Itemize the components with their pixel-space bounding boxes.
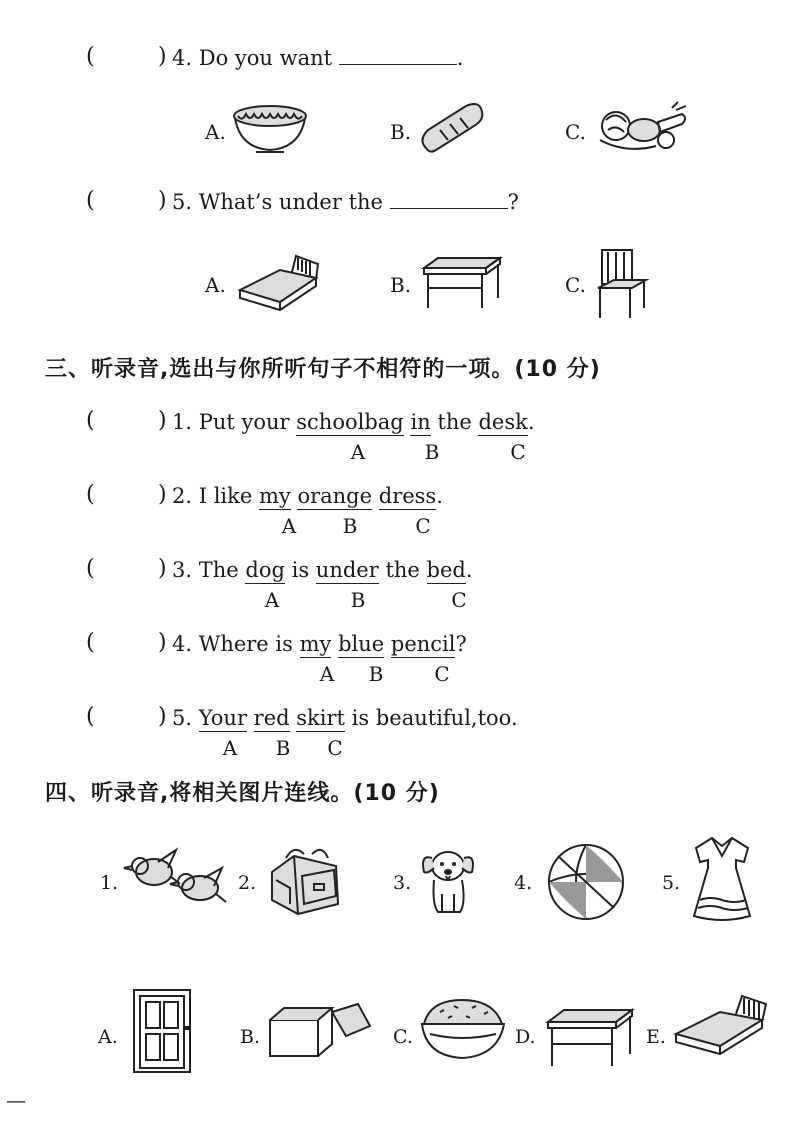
question-word: I like (198, 484, 253, 508)
punctuation: . (436, 484, 443, 508)
question-end: . (456, 46, 464, 70)
option-c-label: C (510, 440, 526, 464)
question-number: 1. (172, 410, 193, 434)
option-a-word: Your (198, 706, 247, 730)
answer-paren-open: ( (86, 188, 95, 213)
option-b-label: B (342, 514, 358, 538)
answer-paren-open: ( (86, 482, 95, 507)
option-a-word: schoolbag (296, 410, 404, 434)
s3-question-1 (172, 410, 535, 434)
punctuation: . (465, 558, 473, 582)
item-label: C. (393, 1026, 413, 1048)
option-b-label: B. (390, 273, 412, 297)
option-c-word: desk (478, 410, 528, 434)
option-b-label: B (368, 662, 384, 686)
question-end: ? (507, 190, 519, 214)
desk-icon (422, 254, 504, 312)
question-number: 5. (172, 190, 193, 214)
option-a-word: my (258, 484, 291, 508)
box-icon[interactable] (266, 1000, 372, 1060)
question-text: What’s under the (198, 190, 383, 214)
item-label: B. (240, 1026, 261, 1048)
question-word: is (291, 558, 310, 582)
question-number: 4. (172, 632, 193, 656)
rice-bowl-icon[interactable] (420, 998, 506, 1064)
option-c-label: C (327, 736, 343, 760)
option-b-word: blue (338, 632, 385, 656)
item-label: A. (98, 1026, 118, 1048)
answer-paren-open: ( (86, 556, 95, 581)
dress-icon[interactable] (690, 834, 754, 920)
section-4-title: 四、听录音,将相关图片连线。(10 分) (45, 781, 440, 806)
answer-paren-close: ) (158, 188, 167, 213)
question-number: 4. (172, 46, 193, 70)
answer-blank[interactable] (390, 190, 508, 209)
question-word: the (385, 558, 420, 582)
option-a-label: A (222, 736, 238, 760)
question-number: 2. (172, 484, 193, 508)
option-c-label: C. (565, 273, 586, 297)
option-b-label: B (275, 736, 291, 760)
option-a-label: A. (205, 120, 226, 144)
answer-blank[interactable] (339, 46, 457, 65)
option-b-word: in (410, 410, 431, 434)
bread-icon (418, 100, 488, 156)
option-a-label: A (319, 662, 335, 686)
puppy-icon[interactable] (418, 844, 480, 916)
door-icon[interactable] (130, 986, 194, 1076)
item-label: 4. (514, 872, 533, 894)
birds-icon[interactable] (118, 846, 230, 910)
option-c-word: bed (426, 558, 466, 582)
punctuation: ? (455, 632, 467, 656)
section-3-title: 三、听录音,选出与你所听句子不相符的一项。(10 分) (45, 357, 601, 382)
option-b-label: B (424, 440, 440, 464)
question-number: 3. (172, 558, 193, 582)
schoolbag-icon[interactable] (264, 844, 344, 916)
option-b-label: B (350, 588, 366, 612)
answer-paren-close: ) (158, 408, 167, 433)
answer-paren-close: ) (158, 482, 167, 507)
item-label: D. (515, 1026, 536, 1048)
option-a-label: A. (205, 273, 226, 297)
answer-paren-open: ( (86, 44, 95, 69)
footer-mark: — (6, 1088, 26, 1112)
option-a-label: A (350, 440, 366, 464)
bed-icon (236, 254, 320, 314)
vegetables-icon (596, 100, 692, 156)
option-b-word: under (315, 558, 379, 582)
s3-question-2 (172, 484, 443, 508)
question-word: Where is (198, 632, 293, 656)
option-c-label: C (434, 662, 450, 686)
option-a-word: dog (245, 558, 285, 582)
option-c-word: dress (378, 484, 437, 508)
option-a-word: my (299, 632, 332, 656)
punctuation: . (527, 410, 535, 434)
s3-question-3 (172, 558, 473, 582)
option-c-label: C (415, 514, 431, 538)
option-a-label: A (281, 514, 297, 538)
option-a-label: A (264, 588, 280, 612)
option-c-label: C (451, 588, 467, 612)
answer-paren-open: ( (86, 630, 95, 655)
option-c-word: skirt (296, 706, 345, 730)
answer-paren-close: ) (158, 704, 167, 729)
question-word: the (437, 410, 472, 434)
question-word: The (198, 558, 239, 582)
item-label: 2. (238, 872, 257, 894)
option-b-word: red (253, 706, 290, 730)
item-label: E. (646, 1026, 666, 1048)
answer-paren-close: ) (158, 630, 167, 655)
chair-icon (596, 248, 652, 320)
question-5 (172, 190, 519, 214)
question-word: is beautiful,too. (351, 706, 518, 730)
noodles-bowl-icon (232, 102, 310, 156)
option-c-label: C. (565, 120, 586, 144)
answer-paren-open: ( (86, 408, 95, 433)
option-c-word: pencil (390, 632, 456, 656)
ball-icon[interactable] (546, 842, 626, 922)
item-label: 3. (393, 872, 412, 894)
item-label: 5. (662, 872, 681, 894)
answer-paren-open: ( (86, 704, 95, 729)
answer-paren-close: ) (158, 556, 167, 581)
desk-icon[interactable] (546, 1006, 636, 1070)
question-4 (172, 46, 463, 70)
answer-paren-close: ) (158, 44, 167, 69)
question-text: Do you want (198, 46, 333, 70)
s3-question-5 (172, 706, 518, 730)
question-number: 5. (172, 706, 193, 730)
bed-icon[interactable] (672, 994, 768, 1058)
option-b-label: B. (390, 120, 412, 144)
s3-question-4 (172, 632, 467, 656)
question-word: Put your (198, 410, 290, 434)
item-label: 1. (100, 872, 119, 894)
option-b-word: orange (297, 484, 373, 508)
